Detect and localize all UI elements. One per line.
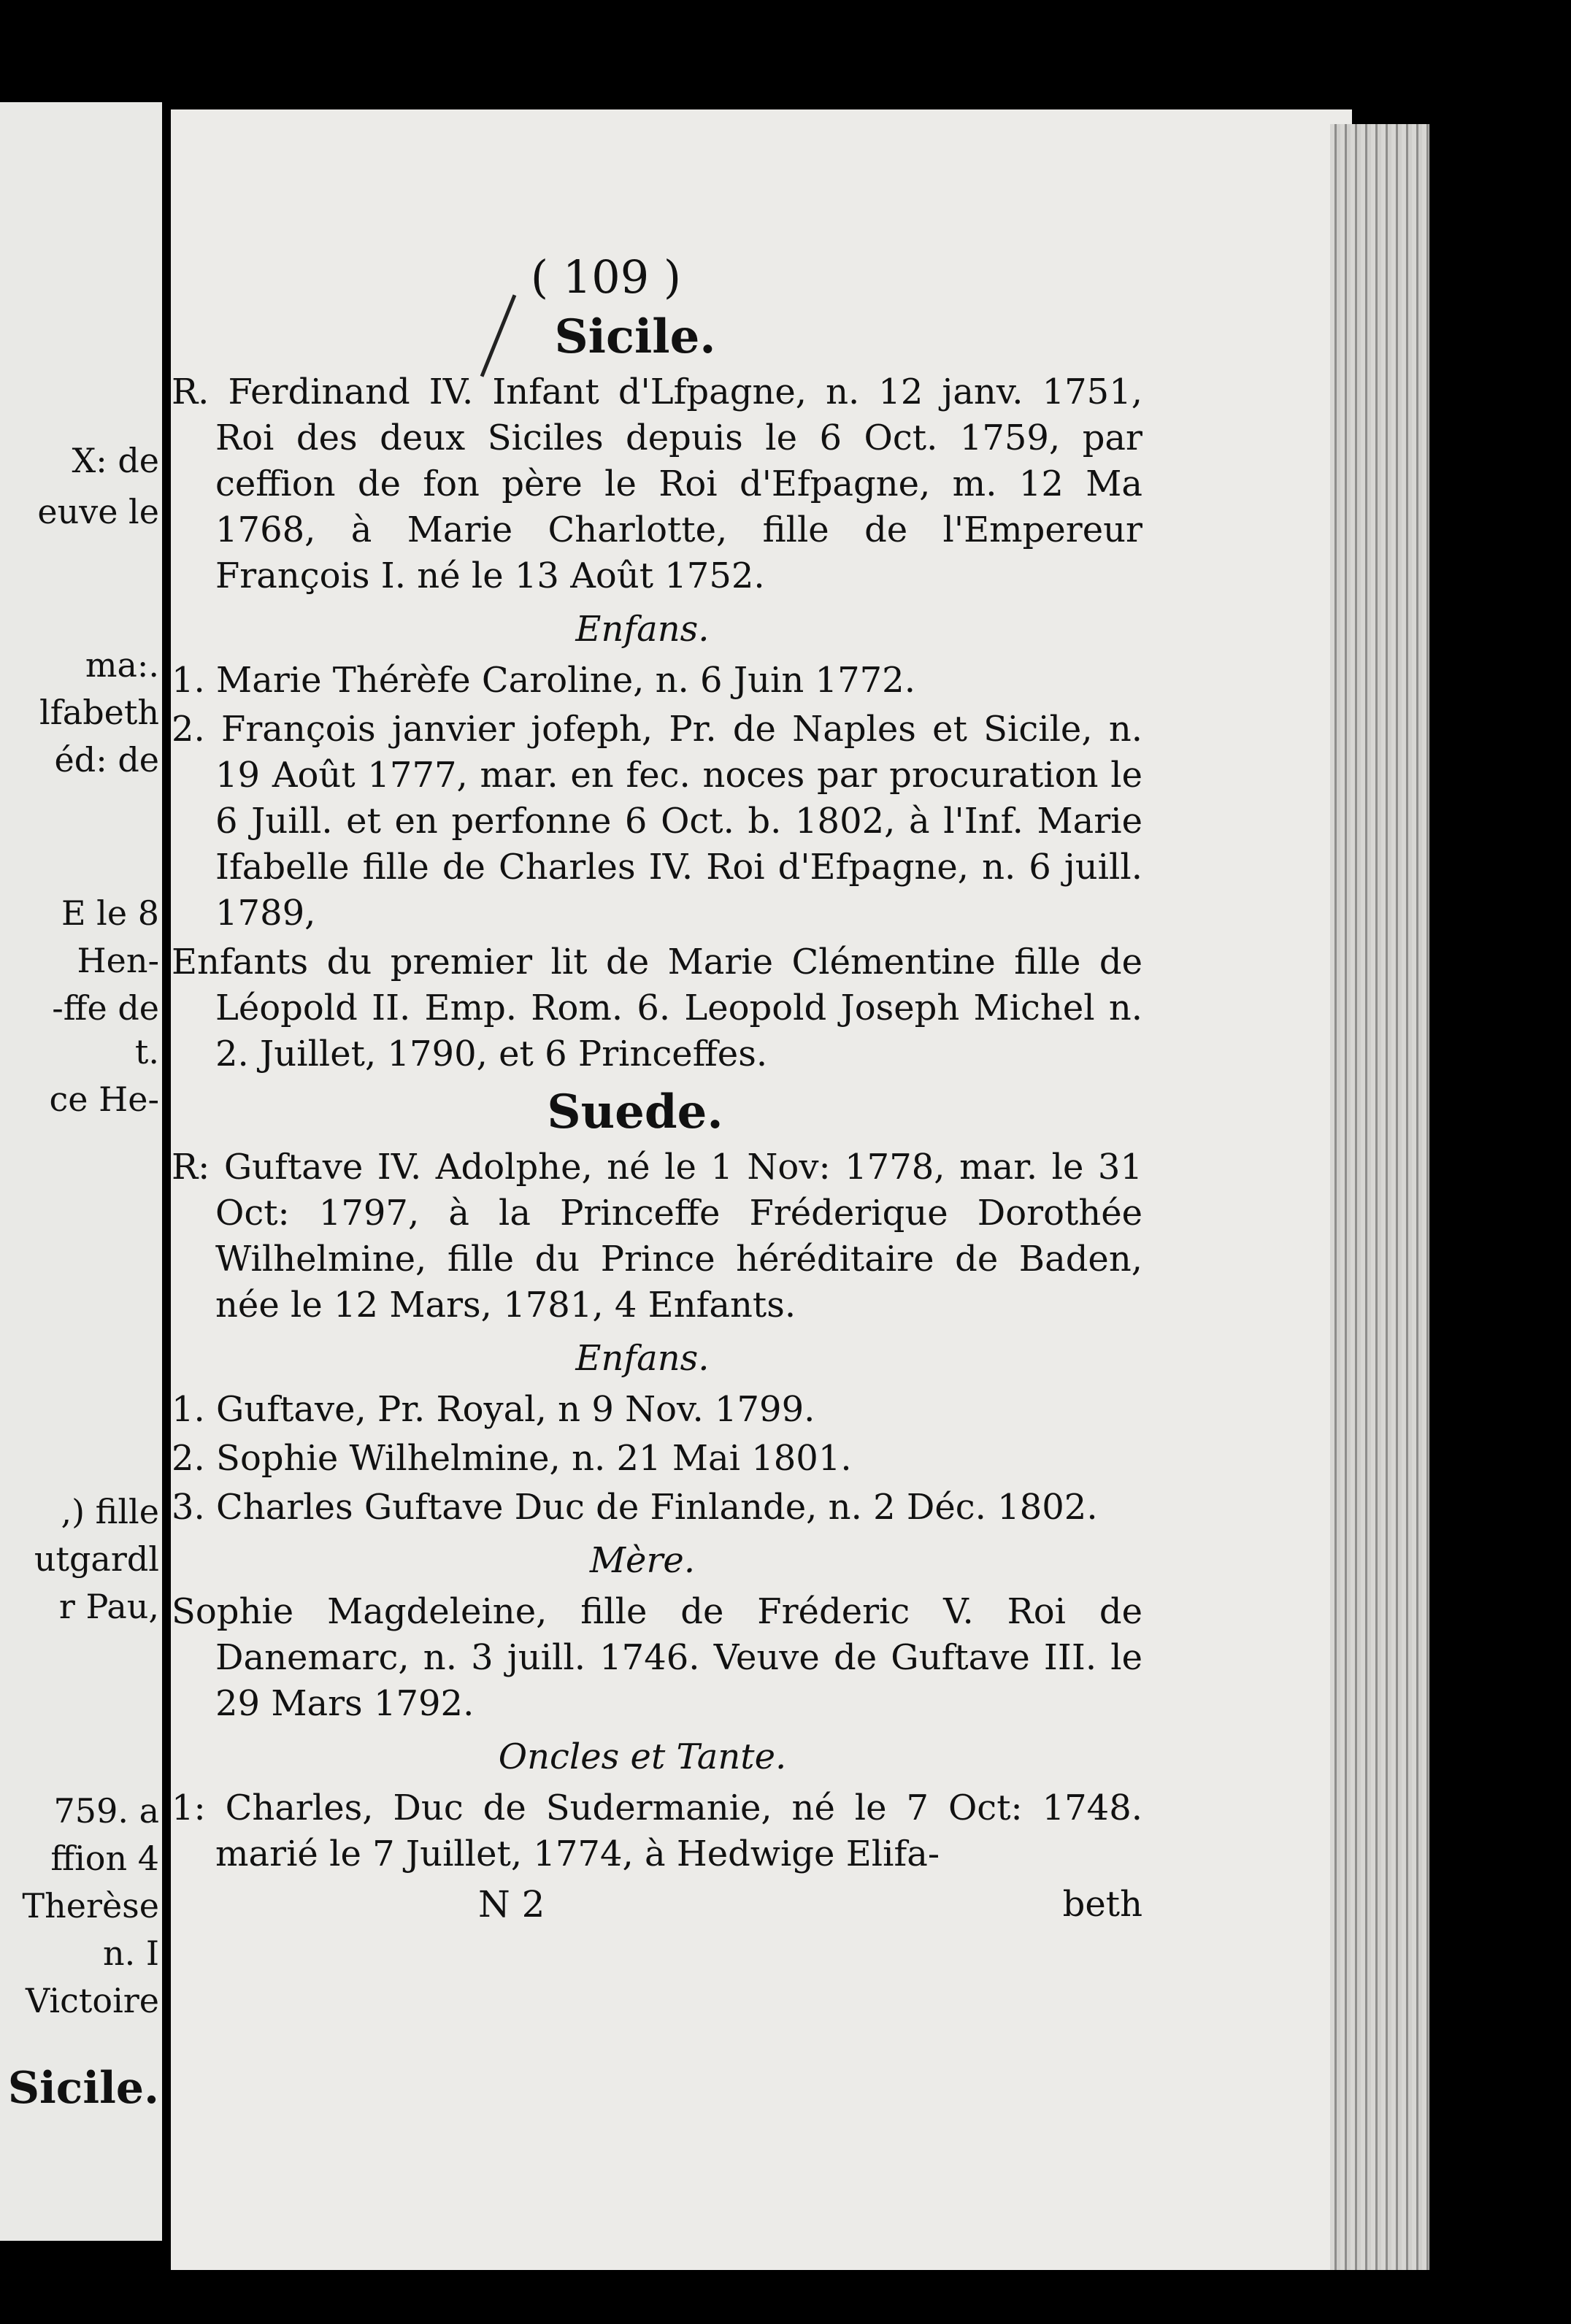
margin-fragment: -ffe de <box>52 988 159 1028</box>
oncle-entry: 1: Charles, Duc de Sudermanie, né le 7 Oct: 1748. marié le 7 Juillet, 1774, à Hedwige Elifa- <box>172 1788 1142 1874</box>
section-heading-sicile: Sicile. <box>554 309 716 364</box>
child-entry: 3. Charles Guftave Duc de Finlande, n. 2 Déc. 1802. <box>172 1487 1098 1528</box>
enfants-note: Enfants du premier lit de Marie Clémentine fille de Léopold II. Emp. Rom. 6. Leopold Joseph Michel n. 2. Juillet, 1790, et 6 Princeffes. <box>172 942 1142 1074</box>
margin-fragment: lfabeth <box>39 693 159 732</box>
margin-fragment: Therèse <box>22 1886 159 1925</box>
margin-fragment: ma:. <box>85 645 159 685</box>
margin-fragment: 759. a <box>53 1791 159 1831</box>
margin-fragment: r Pau, <box>58 1587 159 1626</box>
signature-mark: N 2 <box>478 1883 545 1925</box>
margin-fragment: E le 8 <box>61 893 159 933</box>
page-number: ( 109 ) <box>530 250 682 304</box>
margin-fragment: euve le <box>37 492 159 531</box>
king-entry-sicile: R. Ferdinand IV. Infant d'Lfpagne, n. 12 janv. 1751, Roi des deux Siciles depuis le 6 Oct. 1759, par ceffion de fon père le Roi d'Efpagne, m. 12 Ma 1768, à Marie Charlotte, fille de l'Empereur François I. né le 13 Août 1752. <box>172 372 1142 596</box>
child-entry: 2. Sophie Wilhelmine, n. 21 Mai 1801. <box>172 1438 852 1479</box>
margin-fragment: n. I <box>102 1934 159 1973</box>
mere-entry: Sophie Magdeleine, fille de Fréderic V. Roi de Danemarc, n. 3 juill. 1746. Veuve de Guftave III. le 29 Mars 1792. <box>172 1591 1142 1724</box>
margin-fragment: ffion 4 <box>50 1839 159 1878</box>
book-gutter <box>162 102 171 2241</box>
page-edges <box>1330 124 1429 2270</box>
subheading-enfans: Enfans. <box>575 609 710 650</box>
margin-fragment: ce He- <box>49 1080 159 1119</box>
margin-fragment: éd: de <box>54 740 159 780</box>
margin-fragment: utgardl <box>34 1539 159 1579</box>
margin-fragment: Sicile. <box>7 2063 159 2114</box>
page-footer <box>172 1882 1142 1928</box>
facing-page-fragment <box>0 102 166 2241</box>
margin-fragment: Victoire <box>26 1981 159 2020</box>
subheading-oncles: Oncles et Tante. <box>498 1736 787 1777</box>
margin-fragment: t. <box>134 1032 159 1071</box>
subheading-enfans: Enfans. <box>575 1338 710 1379</box>
margin-fragment: Hen- <box>77 941 159 980</box>
page-content <box>172 248 1142 1928</box>
margin-fragment: X: de <box>72 441 159 480</box>
child-entry: 1. Guftave, Pr. Royal, n 9 Nov. 1799. <box>172 1389 815 1430</box>
king-entry-suede: R: Guftave IV. Adolphe, né le 1 Nov: 1778, mar. le 31 Oct: 1797, à la Princeffe Fréderique Dorothée Wilhelmine, fille du Prince héréditaire de Baden, née le 12 Mars, 1781, 4 Enfants. <box>172 1147 1142 1325</box>
section-heading-suede: Suede. <box>547 1085 723 1139</box>
catchword: beth <box>1062 1884 1142 1925</box>
child-entry: 1. Marie Thérèfe Caroline, n. 6 Juin 1772. <box>172 660 915 701</box>
child-entry: 2. François janvier jofeph, Pr. de Naples et Sicile, n. 19 Août 1777, mar. en fec. noces par procuration le 6 Juill. et en perfonne 6 Oct. b. 1802, à l'Inf. Marie Ifabelle fille de Charles IV. Roi d'Efpagne, n. 6 juill. 1789, <box>172 709 1142 934</box>
margin-fragment: ,) fille <box>61 1492 159 1531</box>
subheading-mere: Mère. <box>589 1540 696 1581</box>
